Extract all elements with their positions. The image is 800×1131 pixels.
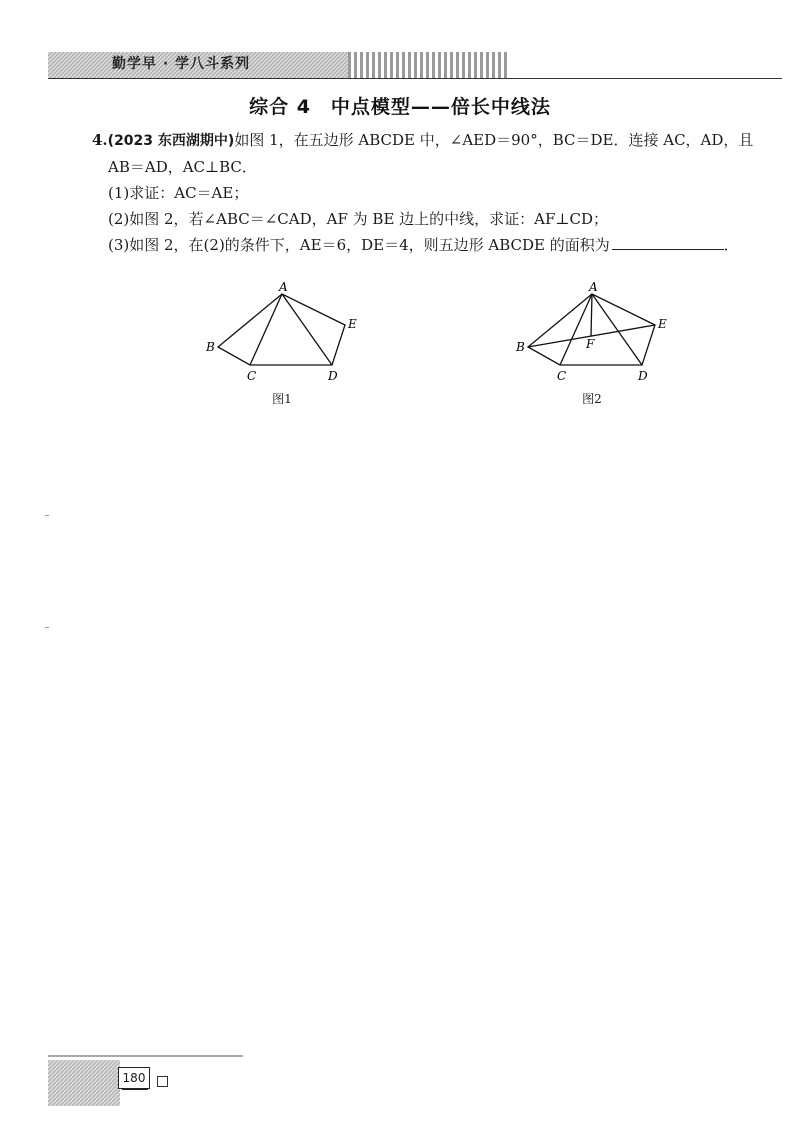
figure-1-diagram (200, 282, 370, 387)
figure-1-pentagon (218, 294, 345, 365)
fig1-label-e: E (348, 317, 357, 331)
page-square-icon (157, 1076, 168, 1087)
problem-statement-1: 如图 1，在五边形 ABCDE 中，∠AED＝90°，BC＝DE．连接 AC，AD，且 (234, 131, 754, 149)
figure-1-segment-ac (250, 294, 282, 365)
fig1-label-d: D (328, 369, 338, 383)
figure-2-segment-ad (592, 294, 642, 365)
problem-first-line (92, 127, 752, 154)
fig2-label-b: B (516, 340, 525, 354)
section-title: 综合 4 中点模型——倍长中线法 (249, 96, 551, 118)
fig2-label-d: D (638, 369, 648, 383)
problem-number: 4. (92, 131, 108, 149)
fig2-label-f: F (586, 337, 595, 351)
problem-part-3: (3)如图 2，在(2)的条件下，AE＝6，DE＝4，则五边形 ABCDE 的面积为 (108, 236, 610, 254)
figure-1-segment-ad (282, 294, 332, 365)
fig1-label-c: C (247, 369, 257, 383)
figure-2-caption: 图2 (582, 392, 602, 406)
fig1-label-b: B (206, 340, 215, 354)
problem-statement-2: AB＝AD，AC⊥BC． (108, 158, 257, 176)
problem-part-3-line (92, 232, 752, 258)
problem-part-1: (1)求证：AC＝AE； (108, 184, 249, 202)
margin-mark (45, 515, 49, 516)
fig2-label-e: E (658, 317, 667, 331)
figure-2-segment-ac (560, 294, 592, 365)
problem-4 (92, 127, 752, 258)
figure-2-diagram (510, 282, 680, 387)
answer-blank[interactable] (612, 233, 724, 250)
page-number: 180 (118, 1067, 150, 1089)
margin-mark (45, 627, 49, 628)
problem-source: (2023 东西湖期中) (107, 133, 235, 149)
figure-1-caption: 图1 (272, 392, 292, 406)
series-title: 勤学早 · 学八斗系列 (112, 56, 251, 72)
fig2-label-c: C (557, 369, 567, 383)
header-divider (48, 78, 782, 79)
problem-part-3-end: ． (723, 236, 739, 254)
fig1-label-a: A (279, 282, 288, 294)
figure-2-segment-af (591, 294, 592, 336)
problem-part-2: (2)如图 2，若∠ABC＝∠CAD，AF 为 BE 边上的中线，求证：AF⊥CD； (108, 210, 609, 228)
fig2-label-a: A (589, 282, 598, 294)
